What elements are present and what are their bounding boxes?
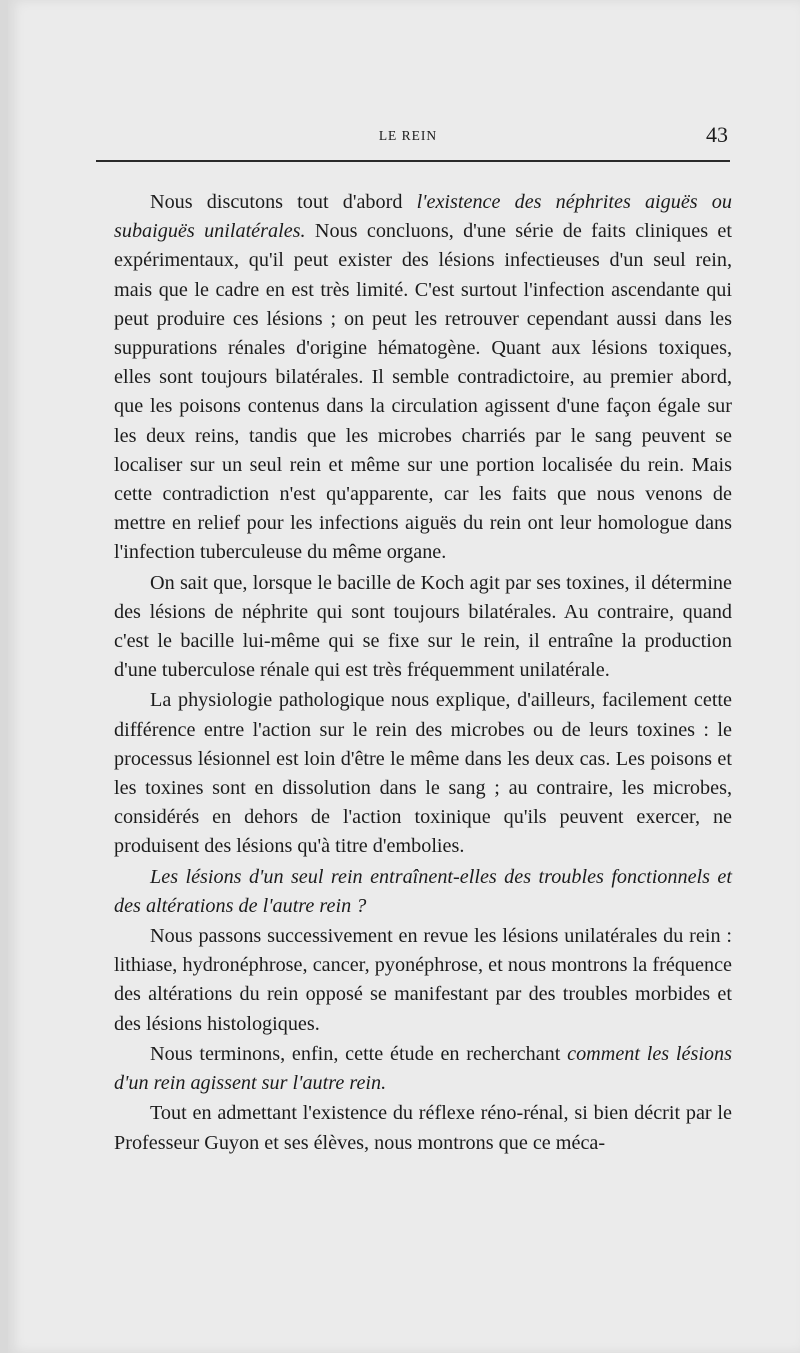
paragraph: [114, 1040, 732, 1098]
text-run: Tout en admettant l'existence du réflexe réno-rénal, si bien décrit par le Professeur Guyon et ses élèves, nous montrons que ce méca-: [114, 1102, 732, 1154]
paragraph: [114, 569, 732, 686]
text-run-italic: Les lésions d'un seul rein entraînent-elles des troubles fonctionnels et des altérations de l'autre rein ?: [114, 865, 732, 917]
running-head: LE REIN: [378, 128, 438, 143]
page-number: 43: [706, 122, 728, 147]
paragraph: [114, 1099, 732, 1157]
paragraph: [114, 188, 732, 568]
book-page: [8, 0, 800, 1353]
text-run: Nous passons successivement en revue les lésions unilatérales du rein : lithiase, hydronéphrose, cancer, pyonéphrose, et nous montrons la fréquence des altérations du rein opposé se manifestant par des troubles morbides et des lésions histologiques.: [114, 925, 732, 1035]
body-text: [114, 188, 732, 1158]
text-run: Nous terminons, enfin, cette étude en recherchant: [150, 1042, 568, 1065]
text-run-italic: comment les lésions d'un rein agissent sur l'autre rein.: [114, 1042, 732, 1095]
paragraph: [114, 863, 732, 921]
header-rule: [96, 160, 730, 162]
text-run: Nous concluons, d'une série de faits cliniques et expérimentaux, qu'il peut exister des lésions infectieuses d'un seul rein, mais que le cadre en est très limité. C'est surtout l'infection ascendante qui peut produire ces lésions ; on peut les retrouver cependant aussi dans les suppurations rénales d'origine hématogène. Quant aux lésions toxiques, elles sont toujours bilatérales. Il semble contradictoire, au premier abord, que les poisons contenus dans la circulation agissent d'une façon égale sur les deux reins, tandis que les microbes charriés par le sang peuvent se localiser sur un seul rein et même sur une portion localisée du rein. Mais cette contradiction n'est qu'apparente, car les faits que nous venons de mettre en relief pour les infections aiguës du rein ont leur homologue dans l'infection tuberculeuse du même organe.: [114, 220, 732, 564]
page-header: [88, 122, 728, 152]
paragraph: [114, 922, 732, 1039]
text-run-italic: l'existence des néphrites aiguës ou subaiguës unilatérales.: [114, 191, 732, 243]
text-run: La physiologie pathologique nous explique, d'ailleurs, facilement cette différence entre l'action sur le rein des microbes ou de leurs toxines : le processus lésionnel est loin d'être le même dans les deux cas. Les poisons et les toxines sont en dissolution dans le sang ; au contraire, les microbes, considérés en dehors de l'action toxinique qu'ils peuvent exercer, ne produisent des lésions qu'à titre d'embolies.: [114, 689, 732, 858]
text-run: Nous discutons tout d'abord: [150, 191, 417, 213]
paragraph: [114, 686, 732, 861]
text-run: On sait que, lorsque le bacille de Koch agit par ses toxines, il détermine des lésions de néphrite qui sont toujours bilatérales. Au contraire, quand c'est le bacille lui-même qui se fixe sur le rein, il entraîne la production d'une tuberculose rénale qui est très fréquemment unilatérale.: [114, 571, 732, 682]
